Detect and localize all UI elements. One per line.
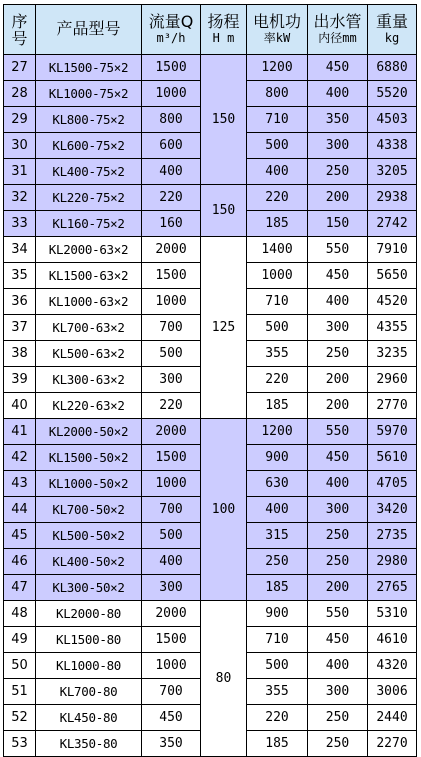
- motor-power-value: 315: [247, 523, 308, 549]
- flow-value: 400: [142, 549, 201, 575]
- row-number: 33: [4, 211, 36, 237]
- row-number: 30: [4, 133, 36, 159]
- weight-value: 2770: [368, 393, 417, 419]
- header-head: [201, 5, 247, 55]
- weight-value: 5650: [368, 263, 417, 289]
- row-number: 40: [4, 393, 36, 419]
- outlet-diameter-value: 200: [308, 575, 368, 601]
- weight-value: 3006: [368, 679, 417, 705]
- header-outlet-line1: 出水管: [313, 11, 362, 31]
- row-number: 52: [4, 705, 36, 731]
- outlet-diameter-value: 450: [308, 445, 368, 471]
- outlet-diameter-value: 250: [308, 705, 368, 731]
- weight-value: 2742: [368, 211, 417, 237]
- weight-value: 2440: [368, 705, 417, 731]
- product-model: KL500-63×2: [36, 341, 142, 367]
- table-row: [4, 237, 417, 263]
- flow-value: 1500: [142, 445, 201, 471]
- header-weight: [368, 5, 417, 55]
- outlet-diameter-value: 300: [308, 133, 368, 159]
- product-model: KL1500-50×2: [36, 445, 142, 471]
- product-model: KL700-50×2: [36, 497, 142, 523]
- outlet-diameter-value: 150: [308, 211, 368, 237]
- weight-value: 3205: [368, 159, 417, 185]
- product-model: KL300-50×2: [36, 575, 142, 601]
- product-model: KL160-75×2: [36, 211, 142, 237]
- weight-value: 2735: [368, 523, 417, 549]
- motor-power-value: 710: [247, 107, 308, 133]
- outlet-diameter-value: 300: [308, 315, 368, 341]
- header-index-line1: 序: [11, 11, 28, 31]
- header-weight-line1: 重量: [375, 11, 408, 31]
- outlet-diameter-value: 400: [308, 289, 368, 315]
- product-model: KL220-63×2: [36, 393, 142, 419]
- outlet-diameter-value: 300: [308, 497, 368, 523]
- product-model: KL2000-80: [36, 601, 142, 627]
- motor-power-value: 220: [247, 185, 308, 211]
- motor-power-value: 185: [247, 731, 308, 757]
- product-model: KL600-75×2: [36, 133, 142, 159]
- flow-value: 1500: [142, 263, 201, 289]
- product-model: KL800-75×2: [36, 107, 142, 133]
- flow-value: 220: [142, 393, 201, 419]
- motor-power-value: 220: [247, 367, 308, 393]
- row-number: 51: [4, 679, 36, 705]
- header-head-line2: H m: [212, 30, 235, 45]
- weight-value: 6880: [368, 55, 417, 81]
- flow-value: 700: [142, 679, 201, 705]
- outlet-diameter-value: 450: [308, 263, 368, 289]
- motor-power-value: 1200: [247, 419, 308, 445]
- motor-power-value: 355: [247, 341, 308, 367]
- outlet-diameter-value: 250: [308, 341, 368, 367]
- row-number: 37: [4, 315, 36, 341]
- weight-value: 2765: [368, 575, 417, 601]
- motor-power-value: 185: [247, 211, 308, 237]
- flow-value: 1000: [142, 471, 201, 497]
- table-row: [4, 419, 417, 445]
- outlet-diameter-value: 250: [308, 159, 368, 185]
- header-row: [4, 5, 417, 55]
- flow-value: 800: [142, 107, 201, 133]
- row-number: 50: [4, 653, 36, 679]
- row-number: 38: [4, 341, 36, 367]
- flow-value: 1000: [142, 653, 201, 679]
- row-number: 29: [4, 107, 36, 133]
- flow-value: 500: [142, 523, 201, 549]
- row-number: 43: [4, 471, 36, 497]
- weight-value: 5520: [368, 81, 417, 107]
- flow-value: 300: [142, 575, 201, 601]
- product-model: KL400-50×2: [36, 549, 142, 575]
- header-power: [247, 5, 308, 55]
- head-value: 125: [201, 237, 247, 419]
- weight-value: 4320: [368, 653, 417, 679]
- row-number: 39: [4, 367, 36, 393]
- product-model: KL2000-50×2: [36, 419, 142, 445]
- header-head-line1: 扬程: [207, 11, 240, 31]
- weight-value: 4610: [368, 627, 417, 653]
- product-model: KL300-63×2: [36, 367, 142, 393]
- product-model: KL1000-50×2: [36, 471, 142, 497]
- motor-power-value: 500: [247, 315, 308, 341]
- weight-value: 7910: [368, 237, 417, 263]
- motor-power-value: 400: [247, 159, 308, 185]
- header-power-line2: 率kW: [263, 30, 291, 45]
- product-model: KL220-75×2: [36, 185, 142, 211]
- product-model: KL1000-80: [36, 653, 142, 679]
- outlet-diameter-value: 400: [308, 653, 368, 679]
- header-power-line1: 电机功: [252, 11, 301, 31]
- flow-value: 600: [142, 133, 201, 159]
- product-model: KL1500-75×2: [36, 55, 142, 81]
- outlet-diameter-value: 400: [308, 471, 368, 497]
- motor-power-value: 800: [247, 81, 308, 107]
- flow-value: 2000: [142, 237, 201, 263]
- motor-power-value: 900: [247, 445, 308, 471]
- flow-value: 2000: [142, 601, 201, 627]
- header-flow-line2: m³/h: [156, 30, 186, 45]
- header-flow: [142, 5, 201, 55]
- row-number: 53: [4, 731, 36, 757]
- row-number: 41: [4, 419, 36, 445]
- head-value: 100: [201, 419, 247, 601]
- motor-power-value: 710: [247, 627, 308, 653]
- row-number: 28: [4, 81, 36, 107]
- row-number: 45: [4, 523, 36, 549]
- flow-value: 1000: [142, 81, 201, 107]
- outlet-diameter-value: 250: [308, 523, 368, 549]
- outlet-diameter-value: 250: [308, 731, 368, 757]
- flow-value: 700: [142, 497, 201, 523]
- outlet-diameter-value: 250: [308, 549, 368, 575]
- motor-power-value: 630: [247, 471, 308, 497]
- flow-value: 1000: [142, 289, 201, 315]
- motor-power-value: 1200: [247, 55, 308, 81]
- motor-power-value: 185: [247, 575, 308, 601]
- motor-power-value: 500: [247, 653, 308, 679]
- product-model: KL350-80: [36, 731, 142, 757]
- outlet-diameter-value: 550: [308, 419, 368, 445]
- motor-power-value: 220: [247, 705, 308, 731]
- motor-power-value: 1000: [247, 263, 308, 289]
- outlet-diameter-value: 550: [308, 237, 368, 263]
- motor-power-value: 355: [247, 679, 308, 705]
- row-number: 48: [4, 601, 36, 627]
- motor-power-value: 185: [247, 393, 308, 419]
- weight-value: 4520: [368, 289, 417, 315]
- weight-value: 4355: [368, 315, 417, 341]
- outlet-diameter-value: 300: [308, 679, 368, 705]
- row-number: 46: [4, 549, 36, 575]
- flow-value: 700: [142, 315, 201, 341]
- flow-value: 1500: [142, 627, 201, 653]
- head-value: 150: [201, 55, 247, 185]
- header-model-label: 产品型号: [56, 19, 121, 38]
- weight-value: 4503: [368, 107, 417, 133]
- header-weight-line2: kg: [384, 30, 400, 45]
- outlet-diameter-value: 200: [308, 367, 368, 393]
- weight-value: 5610: [368, 445, 417, 471]
- product-model: KL700-80: [36, 679, 142, 705]
- head-value: 80: [201, 601, 247, 757]
- motor-power-value: 400: [247, 497, 308, 523]
- weight-value: 3420: [368, 497, 417, 523]
- weight-value: 4705: [368, 471, 417, 497]
- outlet-diameter-value: 200: [308, 393, 368, 419]
- row-number: 42: [4, 445, 36, 471]
- row-number: 27: [4, 55, 36, 81]
- weight-value: 2938: [368, 185, 417, 211]
- weight-value: 5970: [368, 419, 417, 445]
- motor-power-value: 710: [247, 289, 308, 315]
- flow-value: 450: [142, 705, 201, 731]
- header-index-line2: 号: [11, 28, 28, 48]
- outlet-diameter-value: 450: [308, 55, 368, 81]
- row-number: 34: [4, 237, 36, 263]
- motor-power-value: 1400: [247, 237, 308, 263]
- flow-value: 220: [142, 185, 201, 211]
- motor-power-value: 250: [247, 549, 308, 575]
- flow-value: 500: [142, 341, 201, 367]
- header-model: [36, 5, 142, 55]
- table-row: [4, 55, 417, 81]
- flow-value: 400: [142, 159, 201, 185]
- outlet-diameter-value: 550: [308, 601, 368, 627]
- product-model: KL1000-63×2: [36, 289, 142, 315]
- header-outlet-line2: 内径mm: [318, 30, 357, 45]
- row-number: 44: [4, 497, 36, 523]
- table-row: [4, 185, 417, 211]
- product-model: KL400-75×2: [36, 159, 142, 185]
- flow-value: 160: [142, 211, 201, 237]
- head-value: 150: [201, 185, 247, 237]
- weight-value: 2960: [368, 367, 417, 393]
- outlet-diameter-value: 200: [308, 185, 368, 211]
- product-model: KL2000-63×2: [36, 237, 142, 263]
- flow-value: 300: [142, 367, 201, 393]
- table-body: [4, 5, 417, 757]
- motor-power-value: 900: [247, 601, 308, 627]
- row-number: 32: [4, 185, 36, 211]
- row-number: 35: [4, 263, 36, 289]
- row-number: 31: [4, 159, 36, 185]
- weight-value: 4338: [368, 133, 417, 159]
- outlet-diameter-value: 350: [308, 107, 368, 133]
- header-index: [4, 5, 36, 55]
- weight-value: 2270: [368, 731, 417, 757]
- flow-value: 1500: [142, 55, 201, 81]
- row-number: 47: [4, 575, 36, 601]
- flow-value: 350: [142, 731, 201, 757]
- product-model: KL1000-75×2: [36, 81, 142, 107]
- row-number: 49: [4, 627, 36, 653]
- table-row: [4, 601, 417, 627]
- flow-value: 2000: [142, 419, 201, 445]
- weight-value: 3235: [368, 341, 417, 367]
- row-number: 36: [4, 289, 36, 315]
- outlet-diameter-value: 450: [308, 627, 368, 653]
- header-outlet: [308, 5, 368, 55]
- product-model: KL1500-80: [36, 627, 142, 653]
- product-model: KL700-63×2: [36, 315, 142, 341]
- header-flow-line1: 流量Q: [148, 11, 194, 31]
- motor-power-value: 500: [247, 133, 308, 159]
- product-model: KL1500-63×2: [36, 263, 142, 289]
- weight-value: 2980: [368, 549, 417, 575]
- outlet-diameter-value: 400: [308, 81, 368, 107]
- product-model: KL500-50×2: [36, 523, 142, 549]
- weight-value: 5310: [368, 601, 417, 627]
- product-model: KL450-80: [36, 705, 142, 731]
- pump-spec-table: [3, 4, 417, 757]
